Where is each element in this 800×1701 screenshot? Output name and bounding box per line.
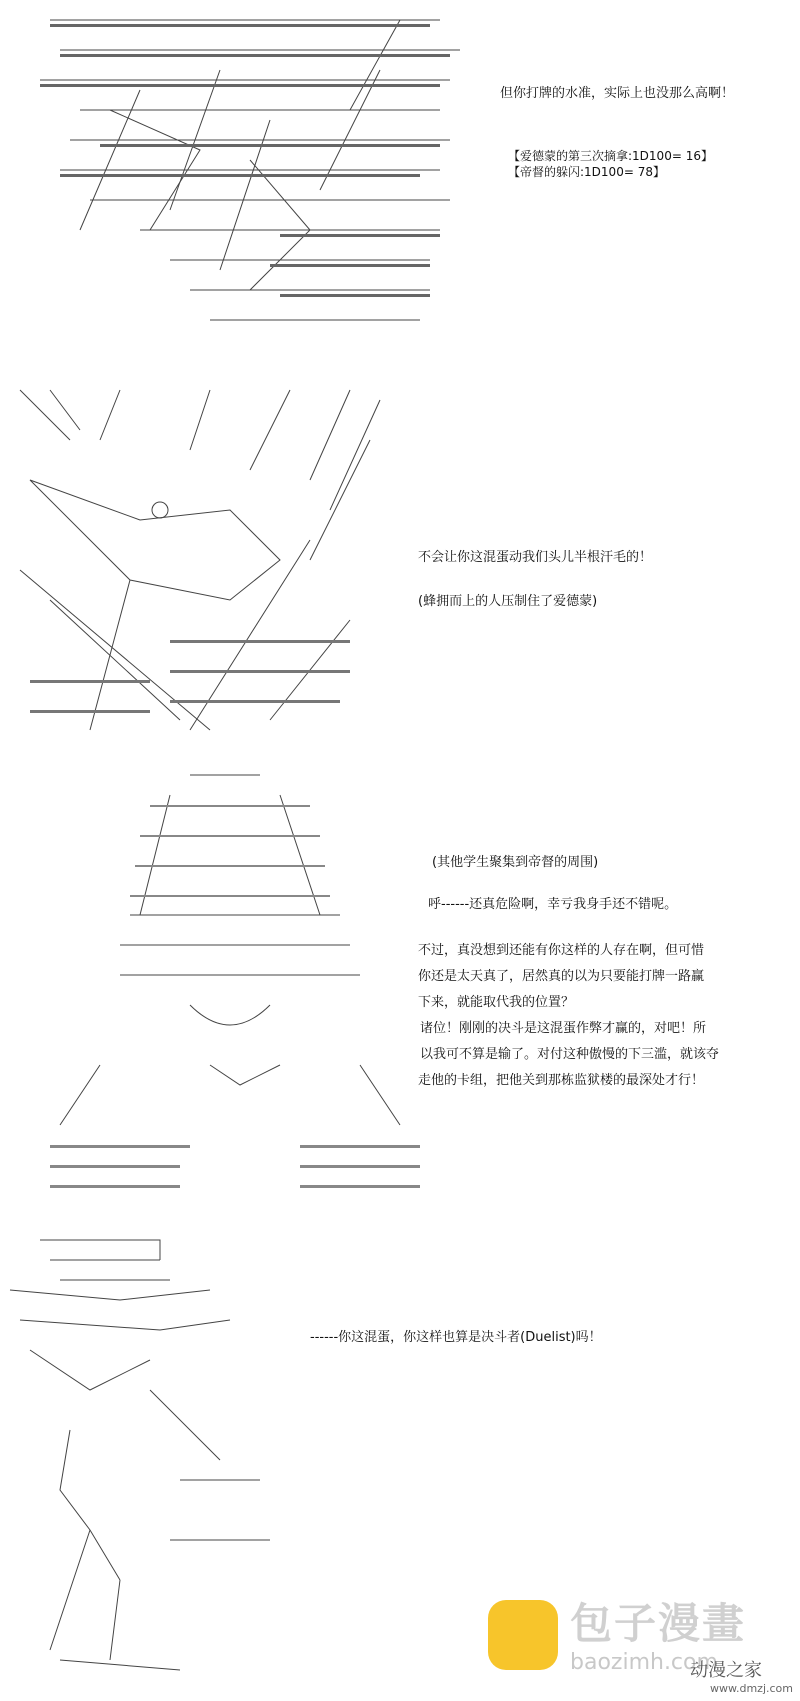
panel-1 (0, 0, 800, 345)
watermark-brand: 包子漫畫 (570, 1599, 747, 1648)
ascii-art-figure-2 (10, 380, 390, 750)
ascii-art-figure-1 (20, 10, 470, 340)
dialogue-line: 走他的卡组，把他关到那栋监狱楼的最深处才行！ (418, 1073, 705, 1088)
dialogue-line: 不会让你这混蛋动我们头儿半根汗毛的！ (418, 550, 653, 565)
baozimh-logo-icon (488, 1600, 558, 1670)
dialogue-line: 诸位！刚刚的决斗是这混蛋作弊才赢的，对吧！所 (420, 1021, 707, 1036)
ascii-art-figure-3 (40, 765, 420, 1205)
watermark-url-2: www.dmzj.com (710, 1682, 793, 1695)
dialogue-line: ------你这混蛋，你这样也算是决斗者(Duelist)吗！ (310, 1330, 602, 1345)
panel-2 (0, 380, 800, 750)
watermark-brand-2: 动漫之家 (690, 1660, 762, 1681)
ascii-art-figure-4 (0, 1230, 300, 1700)
dialogue-line: 以我可不算是输了。对付这种傲慢的下三滥，就该夺 (420, 1047, 720, 1062)
panel-3 (0, 765, 800, 1215)
dialogue-line: 不过，真没想到还能有你这样的人存在啊，但可惜 (418, 943, 705, 958)
watermark-url: baozimh.com (570, 1650, 718, 1675)
narration-line: (蜂拥而上的人压制住了爱德蒙) (418, 594, 598, 609)
dialogue-line: 下来，就能取代我的位置？ (418, 995, 575, 1010)
narration-line: (其他学生聚集到帝督的周围) (432, 855, 599, 870)
dice-roll-text: 【爱德蒙的第三次摘拿:1D100= 16】 (508, 149, 713, 163)
dialogue-line: 你还是太天真了，居然真的以为只要能打牌一路赢 (418, 969, 705, 984)
dialogue-line: 但你打牌的水准，实际上也没那么高啊！ (500, 86, 735, 101)
dice-roll-text: 【帝督的躲闪:1D100= 78】 (508, 165, 665, 179)
dialogue-line: 呼------还真危险啊，幸亏我身手还不错呢。 (428, 897, 678, 912)
